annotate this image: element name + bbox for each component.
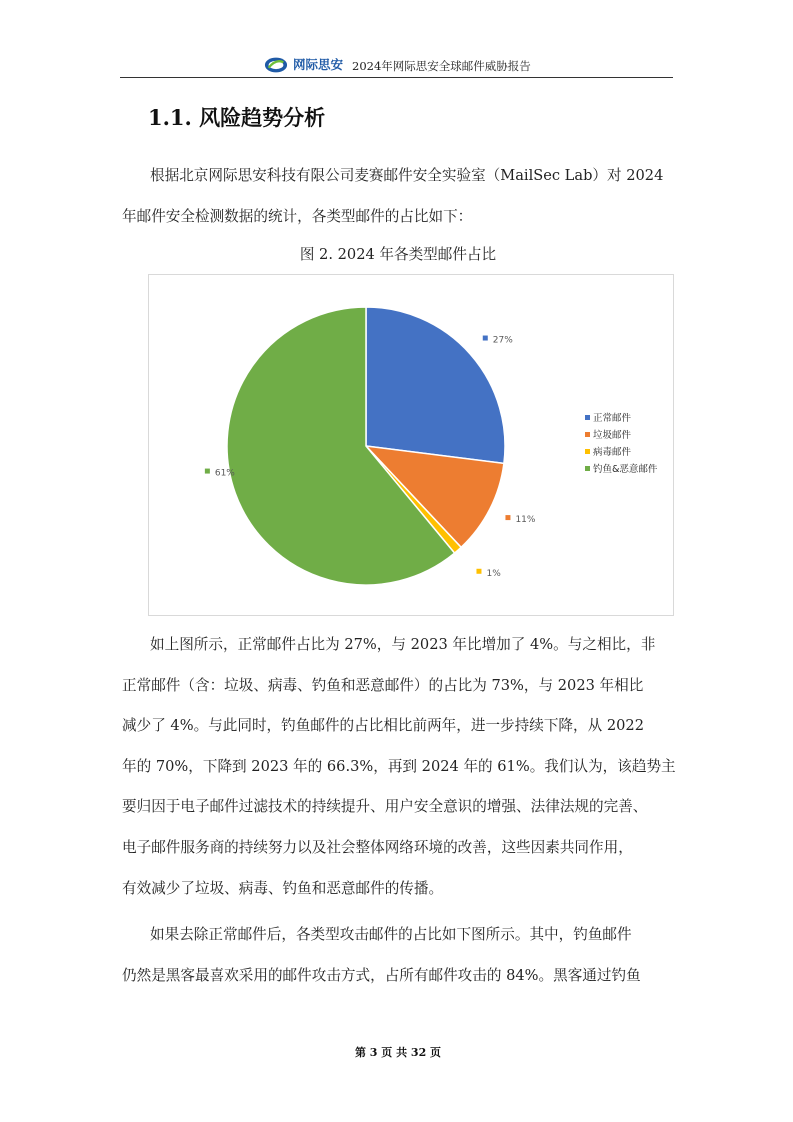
data-label-marker: [205, 469, 210, 474]
intro-paragraph: [122, 156, 674, 237]
legend-swatch: [585, 415, 590, 420]
pie-chart: [149, 275, 675, 617]
header-divider: [120, 77, 673, 78]
text-line: 如上图所示，正常邮件占比为 27%，与 2023 年比增加了 4%。与之相比，非: [150, 636, 656, 653]
data-label-spam: [505, 515, 535, 525]
analysis-paragraph: [122, 625, 674, 909]
text-line: 仍然是黑客最喜欢采用的邮件攻击方式，占所有邮件攻击的 84%。黑客通过钓鱼: [122, 966, 641, 984]
data-label-text: 11%: [515, 515, 536, 526]
legend-item-normal: [585, 412, 632, 424]
legend-label: 病毒邮件: [593, 447, 632, 458]
page-number: 第 3 页 共 32 页: [354, 1046, 442, 1059]
text-line: 有效减少了垃圾、病毒、钓鱼和恶意邮件的传播。: [122, 879, 444, 897]
legend-label: 正常邮件: [593, 413, 632, 424]
text-line: 电子邮件服务商的持续努力以及社会整体网络环境的改善，这些因素共同作用，: [122, 838, 633, 856]
report-title: 2024年网际思安全球邮件威胁报告: [352, 59, 531, 73]
text-line: 如果去除正常邮件后，各类型攻击邮件的占比如下图所示。其中，钓鱼邮件: [150, 926, 632, 943]
text-line: 减少了 4%。与此同时，钓鱼邮件的占比相比前两年，进一步持续下降，从 2022: [122, 717, 644, 735]
text-line: 根据北京网际思安科技有限公司麦赛邮件安全实验室（MailSec Lab）对 2024: [150, 167, 664, 184]
data-label-text: 61%: [214, 468, 235, 479]
attack-paragraph: [122, 915, 674, 996]
figure-caption: 图 2. 2024 年各类型邮件占比: [299, 246, 497, 263]
text-line: 要归因于电子邮件过滤技术的持续提升、用户安全意识的增强、法律法规的完善、: [122, 798, 648, 816]
legend-item-phishing: [585, 463, 658, 475]
data-label-marker: [483, 336, 488, 341]
data-label-marker: [476, 569, 481, 574]
brand-name: 网际思安: [293, 57, 344, 72]
legend-label: 垃圾邮件: [593, 430, 632, 441]
text-line: 年邮件安全检测数据的统计，各类型邮件的占比如下：: [122, 207, 473, 225]
company-logo-icon: [264, 56, 288, 74]
data-label-phishing: [205, 469, 235, 479]
pie-chart-frame: [148, 274, 674, 616]
legend-swatch: [585, 449, 590, 454]
legend-swatch: [585, 466, 590, 471]
text-line: 年的 70%，下降到 2023 年的 66.3%，再到 2024 年的 61%。我们认为，该趋势主: [122, 757, 676, 775]
data-label-marker: [505, 515, 510, 520]
legend-item-virus: [585, 446, 632, 458]
section-title: 1.1. 风险趋势分析: [148, 105, 326, 130]
data-label-text: 1%: [486, 568, 501, 579]
pie-slice-normal: [366, 307, 505, 463]
legend-swatch: [585, 432, 590, 437]
data-label-normal: [483, 336, 513, 346]
data-label-virus: [476, 569, 501, 579]
text-line: 正常邮件（含：垃圾、病毒、钓鱼和恶意邮件）的占比为 73%，与 2023 年相比: [122, 676, 644, 694]
legend-label: 钓鱼&恶意邮件: [593, 464, 658, 475]
legend-item-spam: [585, 429, 632, 441]
data-label-text: 27%: [492, 335, 513, 346]
